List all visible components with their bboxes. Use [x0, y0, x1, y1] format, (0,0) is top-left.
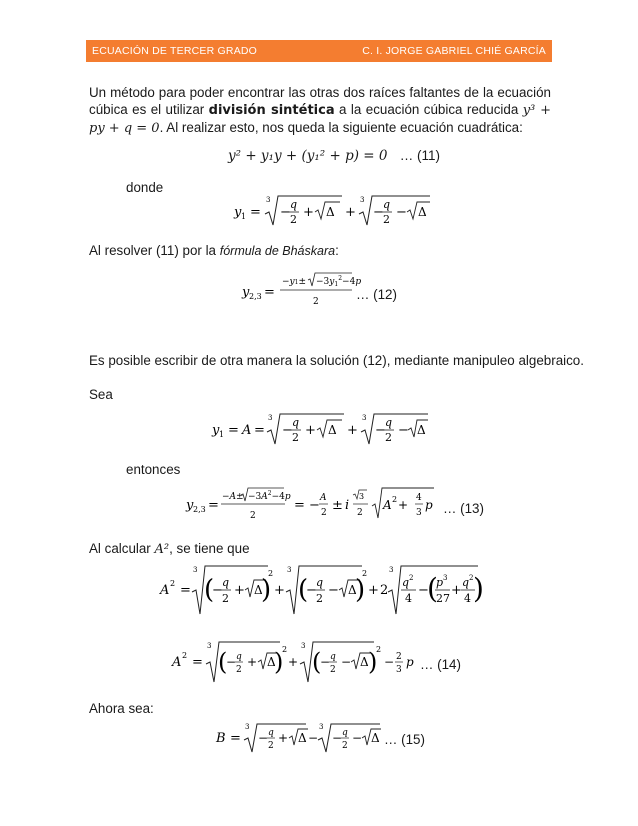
svg-text:=: = [230, 731, 241, 746]
bhaskara-text-a: Al resolver (11) por la [89, 243, 220, 258]
header-title: ECUACIÓN DE TERCER GRADO [92, 45, 258, 57]
svg-text:2: 2 [385, 431, 392, 444]
svg-text:B: B [216, 731, 226, 746]
equation-A [210, 410, 430, 452]
svg-text:(: ( [298, 575, 309, 605]
equation-13-tag: … (13) [443, 501, 484, 516]
donde-label: donde [126, 180, 164, 195]
svg-text:): ) [473, 572, 484, 605]
svg-text:i: i [345, 498, 350, 513]
svg-text:3: 3 [193, 566, 198, 574]
svg-text:4: 4 [416, 493, 422, 503]
svg-text:A: A [320, 493, 327, 503]
svg-text:+: + [398, 498, 409, 512]
svg-text:q: q [330, 652, 336, 662]
svg-text:2: 2 [330, 665, 336, 675]
svg-text:=: = [250, 205, 261, 220]
svg-text:−: − [341, 655, 352, 669]
svg-text:−: − [309, 498, 320, 513]
svg-text:=: = [208, 498, 219, 513]
svg-text:1: 1 [219, 430, 225, 439]
svg-text:p: p [436, 576, 444, 589]
svg-text:y: y [186, 498, 194, 513]
svg-text:q: q [236, 652, 242, 662]
intro-bold: división sintética [208, 103, 335, 118]
svg-text:3: 3 [268, 414, 273, 422]
svg-text:2: 2 [222, 592, 229, 605]
svg-text:Δ: Δ [326, 205, 335, 219]
svg-text:+: + [368, 583, 379, 598]
svg-text:+: + [305, 423, 316, 438]
svg-text:Δ: Δ [371, 731, 380, 745]
svg-text:3: 3 [207, 642, 212, 650]
svg-text:−y1±: −y1± [282, 277, 307, 287]
svg-text:A: A [242, 423, 252, 438]
page-header [86, 40, 552, 62]
svg-text:(: ( [312, 648, 322, 676]
svg-text:Δ: Δ [360, 655, 369, 669]
svg-text:): ) [261, 575, 272, 605]
svg-text:3: 3 [360, 196, 365, 204]
svg-text:2: 2 [409, 574, 414, 582]
svg-text:−: − [212, 583, 223, 598]
equation-15-tag: … (15) [384, 732, 425, 747]
svg-text:2: 2 [313, 297, 319, 307]
svg-text:2: 2 [321, 508, 327, 518]
svg-text:−: − [328, 583, 339, 598]
svg-text:−: − [308, 731, 319, 745]
svg-text:+: + [347, 423, 358, 438]
equation-A2 [160, 562, 484, 620]
equation-13-tail [414, 484, 438, 526]
svg-text:q: q [462, 576, 470, 589]
calc-math: A² [154, 542, 170, 557]
svg-text:−: − [332, 731, 343, 745]
svg-text:(: ( [427, 572, 438, 605]
svg-text:(: ( [204, 575, 215, 605]
svg-text:−: − [280, 205, 291, 220]
svg-text:3: 3 [319, 723, 324, 731]
equation-y1 [232, 192, 432, 232]
svg-text:−3y12−4p: $-3y_1^2-4p$ [316, 275, 362, 288]
svg-text:q: q [383, 198, 391, 211]
calc-text-b: , se tiene que [169, 541, 250, 556]
otra-manera-paragraph: Es posible escribir de otra manera la solución (12), mediante manipuleo algebraico. [89, 353, 584, 368]
svg-text:2: 2 [469, 574, 474, 582]
svg-text:−: − [258, 731, 269, 745]
svg-text:2: 2 [396, 652, 402, 662]
svg-text:+: + [288, 655, 299, 669]
svg-text:2: 2 [380, 583, 389, 598]
bhaskara-text-b: : [335, 243, 339, 258]
svg-text:2: 2 [392, 495, 398, 504]
svg-text:Δ: Δ [417, 423, 426, 437]
svg-text:4: 4 [405, 592, 412, 605]
svg-text:−: − [373, 205, 384, 220]
svg-text:3: 3 [389, 566, 394, 574]
svg-text:3: 3 [443, 574, 448, 582]
svg-text:A: A [160, 583, 170, 598]
svg-text:−: − [282, 423, 293, 438]
ahora-label: Ahora sea: [89, 701, 154, 716]
svg-text:−: − [396, 205, 407, 220]
svg-text:+: + [451, 583, 462, 598]
svg-text:q: q [290, 198, 298, 211]
equation-14-tag: … (14) [420, 657, 461, 672]
svg-text:2: 2 [290, 213, 297, 226]
svg-text:q: q [316, 576, 324, 589]
svg-text:q: q [402, 576, 410, 589]
svg-text:q: q [292, 416, 300, 429]
svg-text:p: p [406, 655, 414, 669]
intro-text-c: . Al realizar esto, nos queda la siguiente ecuación cuadrática: [159, 120, 523, 135]
svg-text:3: 3 [396, 665, 402, 675]
svg-text:−: − [352, 731, 363, 745]
svg-text:2: 2 [268, 741, 274, 751]
svg-text:y: y [242, 285, 250, 300]
svg-text:−A±: −A± [222, 492, 244, 502]
svg-text:+: + [247, 655, 258, 669]
intro-equation: y³ + py + q = 0 [89, 103, 551, 136]
svg-text:+: + [303, 205, 314, 220]
svg-text:=: = [294, 498, 305, 513]
svg-text:−: − [226, 655, 237, 669]
svg-text:=: = [264, 285, 275, 300]
svg-text:): ) [355, 575, 366, 605]
equation-13 [184, 484, 414, 526]
svg-text:A: A [383, 498, 392, 512]
equation-11-tag: … (11) [399, 148, 441, 163]
svg-text:q: q [342, 728, 348, 738]
svg-text:+: + [345, 205, 356, 220]
svg-text:+: + [278, 731, 289, 745]
svg-text:2,3: 2,3 [249, 292, 262, 301]
calc-sentence [89, 540, 250, 558]
svg-text:y: y [212, 423, 220, 438]
svg-text:Δ: Δ [254, 583, 263, 597]
equation-11-expr: y² + y₁y + (y₁² + p) = 0 [228, 148, 388, 164]
svg-text:=: = [228, 423, 239, 438]
svg-text:y: y [234, 205, 242, 220]
svg-text:Δ: Δ [267, 655, 276, 669]
svg-text:): ) [274, 648, 284, 676]
svg-text:−: − [398, 423, 409, 438]
svg-text:2: 2 [357, 508, 363, 518]
svg-text:2: 2 [316, 592, 323, 605]
equation-15 [214, 720, 384, 760]
svg-text:−: − [375, 423, 386, 438]
svg-text:3: 3 [245, 723, 250, 731]
svg-text:3: 3 [359, 492, 365, 501]
intro-text-a: Un método para poder encontrar las otras dos raíces faltantes de la ecuación cúbica es el utilizar [89, 85, 551, 117]
svg-text:2: 2 [292, 431, 299, 444]
svg-text:): ) [368, 648, 378, 676]
svg-text:2: 2 [236, 665, 242, 675]
svg-text:p: p [425, 498, 433, 512]
svg-text:q: q [222, 576, 230, 589]
svg-text:Δ: Δ [328, 423, 337, 437]
bhaskara-sentence [89, 242, 339, 260]
svg-text:−: − [306, 583, 317, 598]
svg-text:+: + [274, 583, 285, 598]
calc-text-a: Al calcular [89, 541, 155, 556]
svg-text:q: q [385, 416, 393, 429]
svg-text:2: 2 [376, 645, 382, 654]
svg-text:4: 4 [464, 592, 471, 605]
svg-text:±: ± [332, 498, 343, 513]
svg-text:3: 3 [416, 508, 422, 518]
equation-11 [228, 148, 440, 164]
svg-text:(: ( [218, 648, 228, 676]
svg-text:2: 2 [182, 651, 188, 660]
svg-text:3: 3 [301, 642, 306, 650]
svg-text:27: 27 [436, 592, 450, 605]
svg-text:2: 2 [268, 569, 274, 578]
svg-text:−: − [384, 655, 395, 669]
svg-text:Δ: Δ [298, 731, 307, 745]
equation-12-tag: … (12) [356, 287, 397, 302]
svg-text:2: 2 [250, 511, 256, 521]
svg-text:3: 3 [266, 196, 271, 204]
sea-label: Sea [89, 387, 113, 402]
svg-text:3: 3 [287, 566, 292, 574]
svg-text:+: + [234, 583, 245, 598]
svg-text:2: 2 [342, 741, 348, 751]
svg-text:q: q [268, 728, 274, 738]
svg-text:Δ: Δ [348, 583, 357, 597]
svg-text:−3A2−4p: $-3A^2-4p$ [248, 490, 291, 502]
bhaskara-emphasis: fórmula de Bháskara [219, 244, 336, 258]
svg-text:=: = [192, 655, 203, 670]
svg-text:2: 2 [282, 645, 288, 654]
svg-text:Δ: Δ [418, 205, 427, 219]
svg-text:2: 2 [170, 579, 176, 588]
svg-text:1: 1 [241, 212, 247, 221]
svg-text:=: = [254, 423, 265, 438]
svg-text:2: 2 [383, 213, 390, 226]
equation-14 [170, 638, 420, 686]
svg-text:2,3: 2,3 [193, 505, 206, 514]
svg-text:−: − [320, 655, 331, 669]
svg-text:A: A [172, 655, 182, 670]
svg-text:2: 2 [362, 569, 368, 578]
svg-text:=: = [180, 583, 191, 598]
entonces-label: entonces [126, 462, 181, 477]
header-author: C. I. JORGE GABRIEL CHIÉ GARCÍA [362, 45, 546, 57]
svg-text:−: − [418, 583, 429, 598]
intro-paragraph [89, 84, 551, 137]
svg-text:3: 3 [362, 414, 367, 422]
intro-text-b: a la ecuación cúbica reducida [334, 102, 523, 117]
